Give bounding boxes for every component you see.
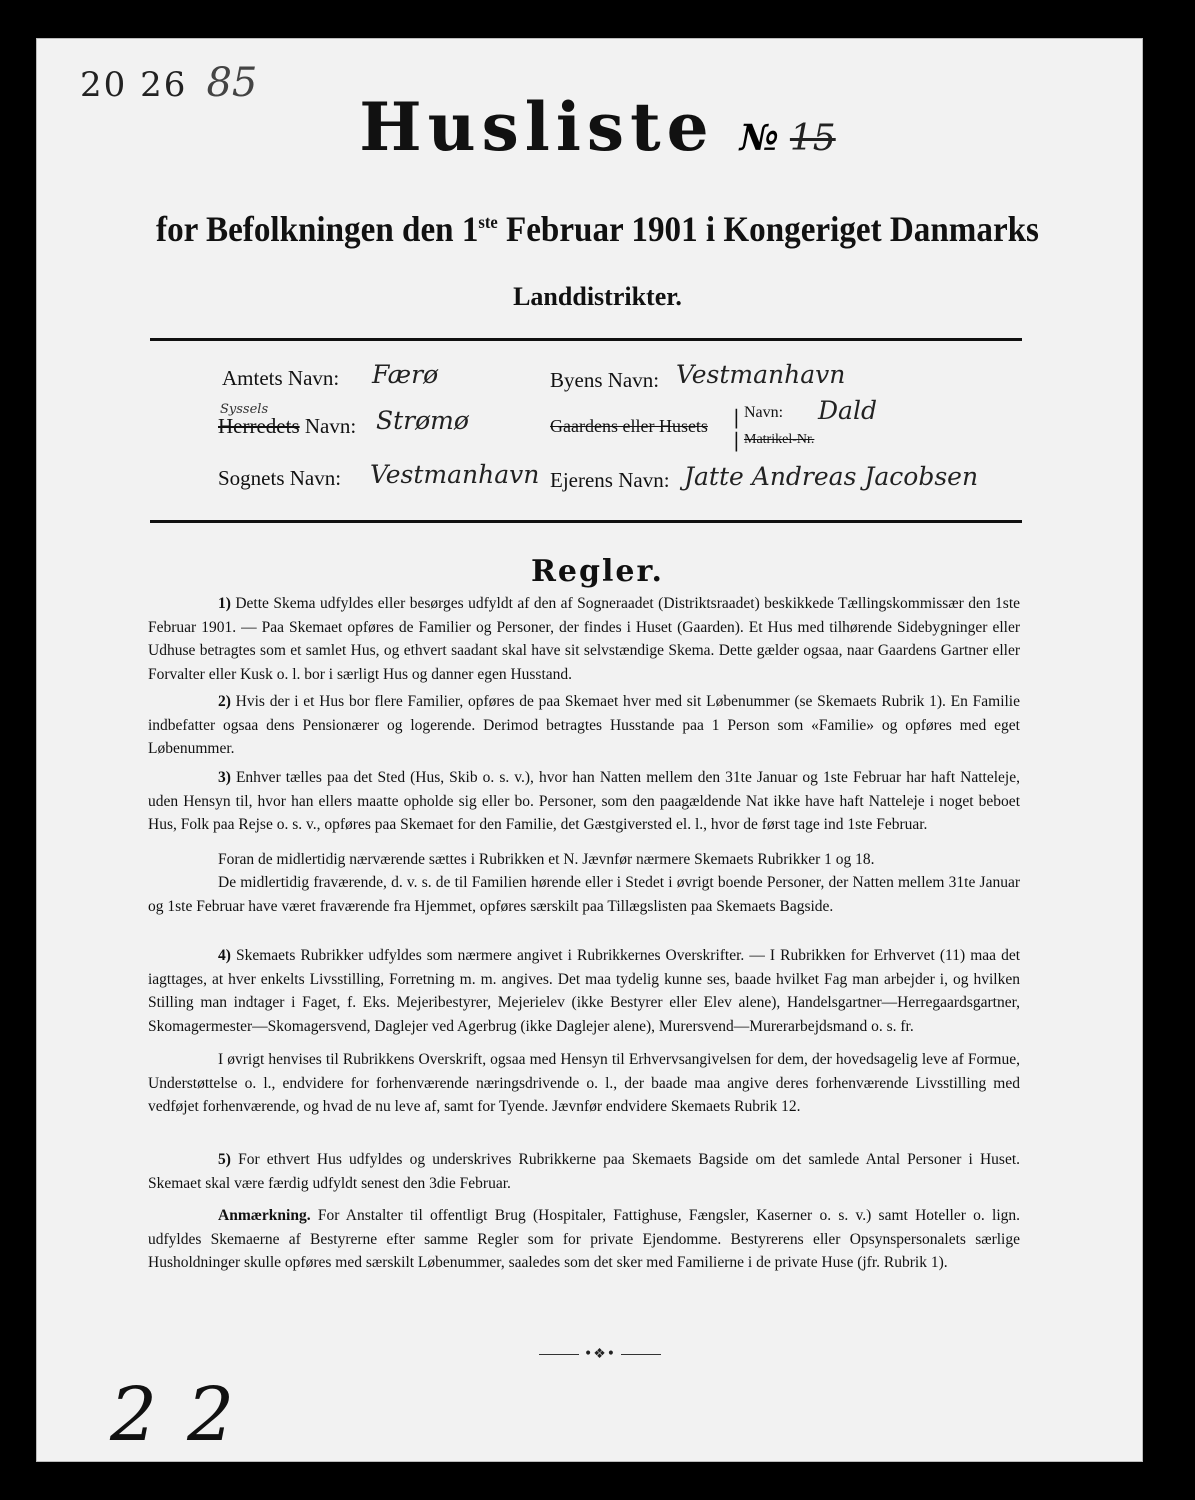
brace-bottom: |: [733, 428, 740, 452]
ornament-line-right: [621, 1354, 661, 1355]
ornament-divider: [530, 1346, 670, 1362]
ejer-value: Jatte Andreas Jacobsen: [684, 462, 979, 491]
matrikel-label: Matrikel-Nr.: [744, 432, 815, 447]
navn-label: Navn:: [744, 404, 784, 421]
rule-2-text: Hvis der i et Hus bor flere Familier, opføres de paa Skemaet hver med sit Løbenummer (se Skemaets Rubrik 1). En Familie indbefatter ogsaa dens Pensionærer og logerende. Derimod betragtes Husstande paa 1 Person som «Familie» og opføres med eget Løbenummer.: [148, 693, 1020, 758]
note: [148, 1204, 1020, 1275]
rule-4-text: Skemaets Rubrikker udfyldes som nærmere angivet i Rubrikkernes Overskrifter. — I Rubrikken for Erhvervet (11) maa det iagttages, at hver enkelts Livsstilling, Forretning m. m. angives. Det maa tydelig kunne ses, baade hvilket Fag man arbejder i, og hvilken Stilling man indtager i Faget, f. Eks. Mejeribestyrer, Mejerielev (ikke Bestyrer eller Elev alene), Handelsgartner—Herregaardsgartner, Skomagermester—Skomagersvend, Daglejer ved Agerbrug (ikke Daglejer alene), Murersvend—Murerarbejdsmand o. s. fr.: [148, 947, 1020, 1035]
note-text: For Anstalter til offentligt Brug (Hospitaler, Fattighuse, Fængsler, Kaserner o. s. v.) samt Hoteller o. lign. udfyldes Skemaerne af Bestyrerne efter samme Regler som for private Ejendomme. Bestyrerens eller Opsynspersonalets særlige Husholdninger skulle opføres med særskilt Løbenummer, saaledes som det sker med Familierne i de private Huse (jfr. Rubrik 1).: [148, 1207, 1021, 1272]
rule-4b: I øvrigt henvises til Rubrikkens Overskrift, ogsaa med Hensyn til Erhvervsangivelsen for dem, der hovedsagelig leve af Formue, Understøttelse o. l., endvidere for forhenværende næringsdrivende o. l., der baade maa angive deres forhenværende Livsstilling med vedføjet forhenværende, og hvad de nu leve af, samt for Tyende. Jævnfør endvidere Skemaets Rubrik 12.: [148, 1051, 1020, 1116]
subtitle-sup: ste: [478, 212, 498, 232]
rule-3-text: Enhver tælles paa det Sted (Hus, Skib o. s. v.), hvor han Natten mellem den 31te Januar og 1ste Februar har haft Natteleje, uden Hensyn til, hvor han ellers maatte opholde sig eller bo. Personer, som den paagældende Nat ikke have haft Natteleje i noget beboet Hus, Folk paa Rejse o. s. v., opføres paa Skemaet for den Familie, det Gæstgiversted el. l., hvor de først tage ind 1ste Februar.: [148, 769, 1020, 834]
sogn-label: Sognets Navn:: [218, 466, 342, 490]
by-value: Vestmanhavn: [676, 360, 846, 389]
rules-title: Regler.: [531, 554, 664, 589]
gaard-label-struck: Gaardens eller Husets: [550, 416, 708, 436]
subtitle-pre: for Befolkningen den 1: [156, 209, 479, 249]
district-heading: Landdistrikter.: [513, 282, 682, 311]
page-title: [0, 88, 1195, 166]
amt-label: Amtets Navn:: [222, 366, 340, 390]
rule-2-num: 2): [218, 693, 231, 710]
handwritten-corner-number: 85: [206, 60, 258, 106]
herred-note: Syssels: [220, 402, 269, 417]
rule-1-text: Dette Skema udfyldes eller besørges udfyldt af den af Sogneraadet (Distriktsraadet) beskikkede Tællingskommissær den 1ste Februar 1901. — Paa Skemaet opføres de Familier og Personer, der findes i Huset (Gaarden). Et Hus med tilhørende Sidebygninger eller Udhuse betragtes som et samlet Hus, og ethvert saadant skal have sit selvstændige Skema. Dette gælder ogsaa, naar Gaardens Gartner eller Forvalter eller Kusk o. l. bor i særligt Hus og danner egen Husstand.: [148, 595, 1020, 683]
navn-value: Dald: [818, 396, 877, 425]
subtitle-post: Februar 1901 i Kongeriget Danmarks: [497, 209, 1039, 249]
rule-3b: Foran de midlertidig nærværende sættes i Rubrikken et N. Jævnfør nærmere Skemaets Rubrikker 1 og 18.: [218, 851, 875, 868]
amt-value: Færø: [372, 360, 439, 389]
rule-4-num: 4): [218, 947, 231, 964]
rule-1: [148, 592, 1020, 686]
rule-5-num: 5): [218, 1151, 231, 1168]
bottom-divider: [150, 520, 1022, 523]
by-label: Byens Navn:: [550, 368, 660, 392]
ornament-line-left: [539, 1354, 579, 1355]
rule-4: [148, 944, 1020, 1038]
herred-value: Strømø: [376, 406, 469, 435]
rule-5: [148, 1148, 1020, 1195]
herred-label-struck: Herredets: [218, 414, 300, 438]
brace-top: |: [733, 405, 740, 429]
rule-1-num: 1): [218, 595, 231, 612]
handwritten-footer-number: 22: [110, 1372, 265, 1458]
note-label: Anmærkning.: [218, 1207, 311, 1224]
ornament-glyph: •❖•: [583, 1346, 617, 1362]
rule-3-num: 3): [218, 769, 231, 786]
stamp-number: 20 26: [80, 65, 188, 105]
herred-label-navn: Navn:: [304, 414, 357, 438]
rule-5-text: For ethvert Hus udfyldes og underskrives Rubrikkerne paa Skemaets Bagside om det samlede Antal Personer i Huset. Skemaet skal være færdig udfyldt senest den 3die Februar.: [148, 1151, 1021, 1192]
number-sign: №: [739, 117, 779, 159]
top-divider: [150, 338, 1022, 341]
herred-label: [218, 414, 356, 439]
ejer-label: Ejerens Navn:: [550, 468, 670, 492]
subtitle: [48, 208, 1147, 250]
rule-3: [148, 766, 1020, 837]
rule-3c: De midlertidig fraværende, d. v. s. de til Familien hørende eller i Stedet i øvrigt boende Personer, der Natten mellem 31te Januar og 1ste Februar have været fraværende fra Hjemmet, opføres særskilt paa Tillægslisten paa Skemaets Bagside.: [148, 874, 1020, 915]
rule-2: [148, 690, 1020, 761]
title-text: Husliste: [359, 88, 715, 166]
sogn-value: Vestmanhavn: [370, 460, 540, 489]
list-number-handwritten: 15: [789, 118, 836, 159]
